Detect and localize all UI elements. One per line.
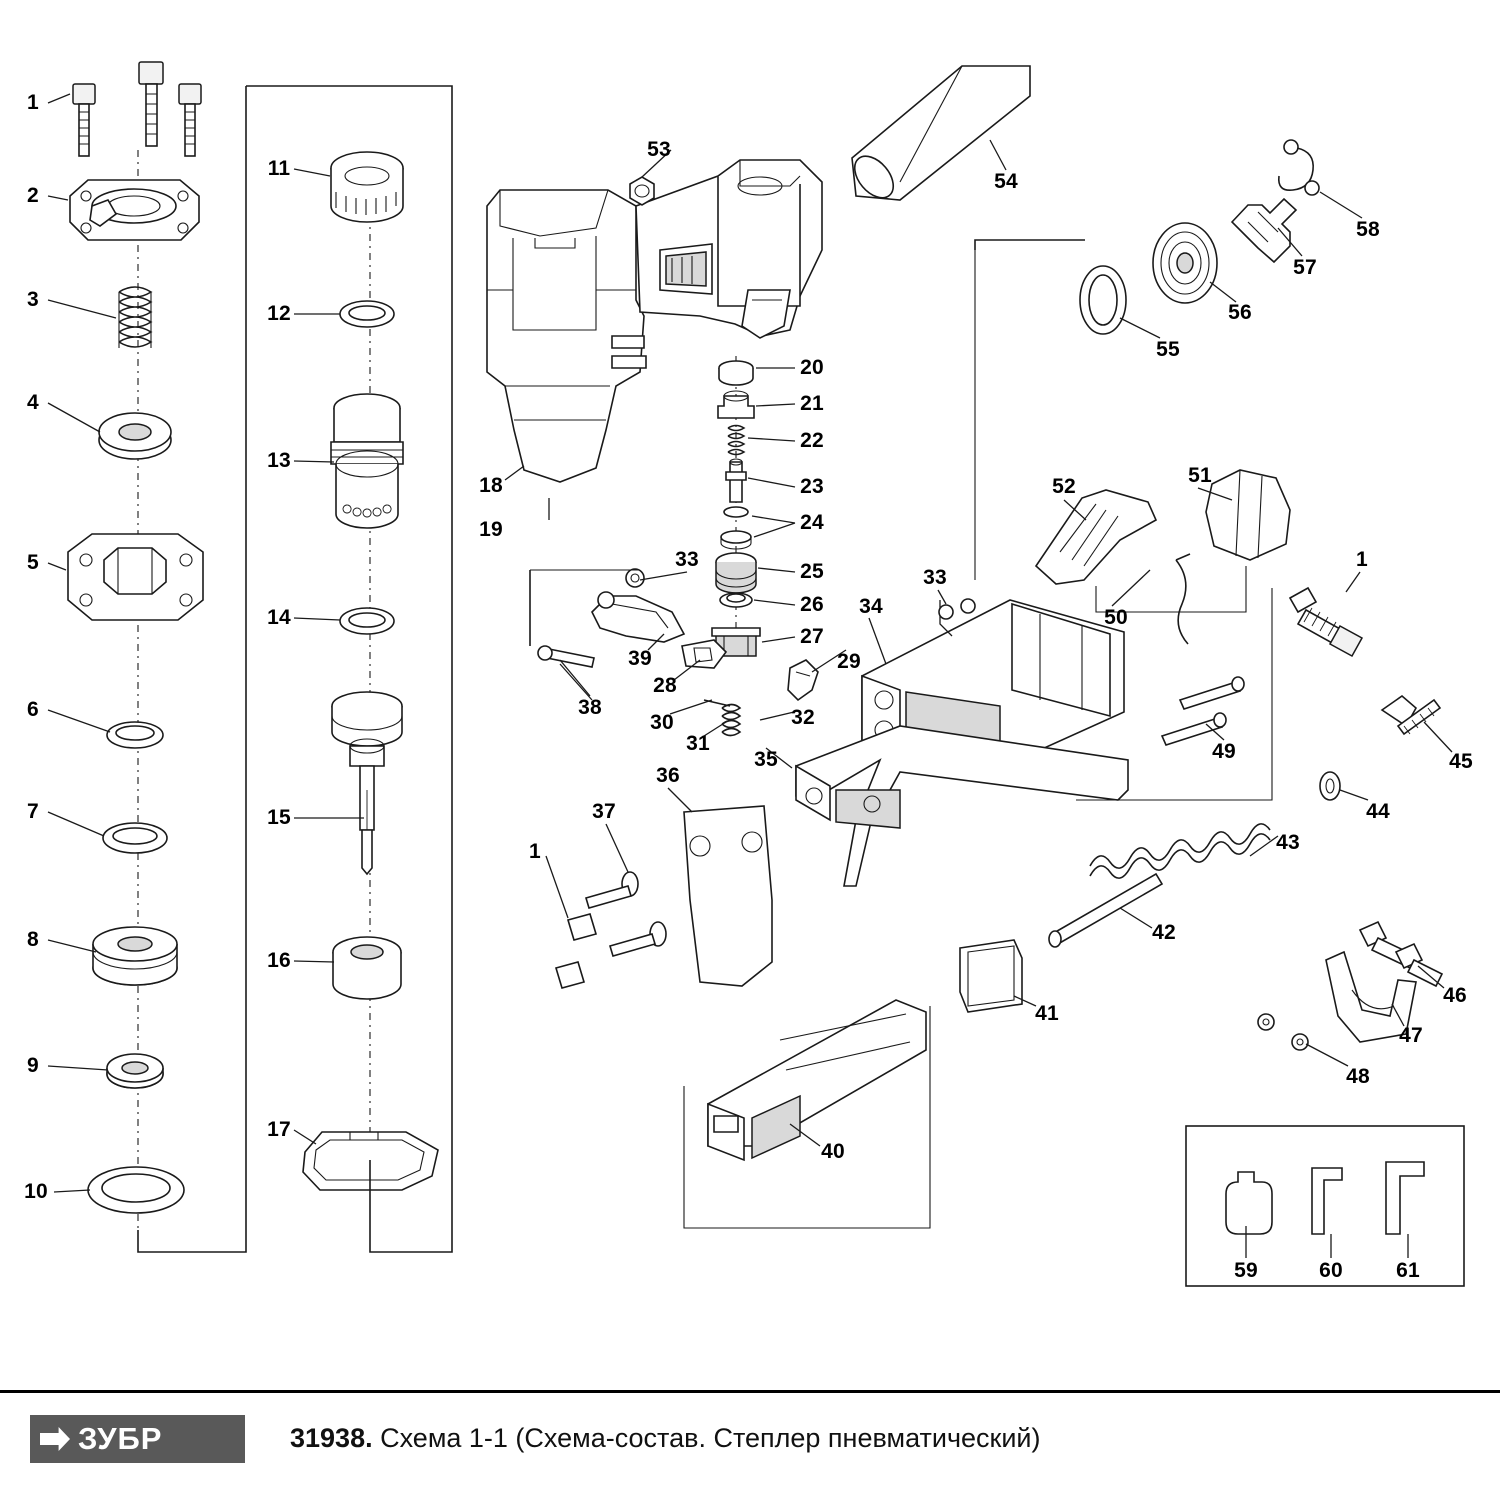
- part-oring-6: [107, 722, 163, 748]
- callout-14: 14: [267, 606, 291, 629]
- part-magazine-40: [708, 1000, 926, 1160]
- part-cap-56: [1153, 223, 1217, 303]
- callout-36: 36: [656, 764, 680, 787]
- part-oring-55: [1080, 266, 1126, 334]
- callout-50: 50: [1104, 606, 1128, 629]
- brand-logo: [30, 1415, 245, 1463]
- callout-33b: 33: [923, 566, 947, 589]
- part-bumper-8: [93, 927, 177, 985]
- part-cap-plate: [70, 180, 199, 240]
- part-screw-45: [1382, 696, 1440, 734]
- part-spring-3: [119, 287, 151, 348]
- part-pin-38: [538, 646, 594, 667]
- callout-3: 3: [27, 288, 39, 311]
- part-washer-9: [107, 1054, 163, 1088]
- part-oring-14: [340, 608, 394, 634]
- part-cover-51: [1206, 470, 1290, 560]
- callout-4: 4: [27, 391, 39, 414]
- part-oring-12: [340, 301, 394, 327]
- part-nuts-48: [1258, 1014, 1308, 1050]
- callout-19: 19: [479, 518, 503, 541]
- part-33a: [626, 569, 644, 587]
- part-cylinder-13: [331, 394, 403, 528]
- part-clip-58: [1279, 140, 1319, 195]
- part-oring-10: [88, 1167, 184, 1213]
- part-pins-49: [1162, 677, 1244, 745]
- callout-61: 61: [1396, 1259, 1420, 1282]
- diagram-description: Схема 1-1 (Схема-состав. Степлер пневматический): [380, 1423, 1041, 1453]
- callout-33a: 33: [675, 548, 699, 571]
- part-screws-top: [73, 62, 201, 156]
- callout-16: 16: [267, 949, 291, 972]
- callout-10: 10: [24, 1180, 48, 1203]
- callout-24: 24: [800, 511, 824, 534]
- part-25: [716, 553, 756, 593]
- callout-31: 31: [686, 732, 710, 755]
- part-nut-53: [630, 177, 654, 205]
- part-30-31: [704, 700, 740, 736]
- part-ring-4: [99, 413, 171, 459]
- callout-11: 11: [267, 157, 291, 180]
- callout-54: 54: [994, 170, 1018, 193]
- callout-15: 15: [267, 806, 291, 829]
- part-screws-37: [556, 872, 666, 988]
- callout-48: 48: [1346, 1065, 1370, 1088]
- part-rod-42: [1049, 874, 1162, 947]
- footer-bar: [0, 1390, 1500, 1503]
- callout-1c: 1: [1356, 548, 1368, 571]
- callout-2: 2: [27, 184, 39, 207]
- part-pusher-41: [960, 940, 1022, 1012]
- callout-7: 7: [27, 800, 39, 823]
- part-23: [726, 459, 746, 502]
- part-wire-50: [1176, 554, 1190, 644]
- callout-30: 30: [650, 711, 674, 734]
- callout-53: 53: [647, 138, 671, 161]
- callout-51: 51: [1188, 464, 1212, 487]
- callout-56: 56: [1228, 301, 1252, 324]
- callout-57: 57: [1293, 256, 1317, 279]
- part-rail-35: [796, 726, 1128, 886]
- arrow-icon: [40, 1424, 70, 1454]
- part-22: [728, 426, 744, 455]
- part-cap-11: [331, 152, 403, 222]
- callout-32: 32: [791, 706, 815, 729]
- callout-41: 41: [1035, 1002, 1059, 1025]
- callout-43: 43: [1276, 831, 1300, 854]
- callout-47: 47: [1399, 1024, 1423, 1047]
- callout-40: 40: [821, 1140, 845, 1163]
- part-26: [720, 593, 752, 607]
- callout-46: 46: [1443, 984, 1467, 1007]
- callout-25: 25: [800, 560, 824, 583]
- callout-8: 8: [27, 928, 39, 951]
- callout-18: 18: [479, 474, 503, 497]
- callout-26: 26: [800, 593, 824, 616]
- callout-27: 27: [800, 625, 824, 648]
- part-washer-44: [1320, 772, 1340, 800]
- callout-6: 6: [27, 698, 39, 721]
- part-screw-1c: [1290, 588, 1362, 656]
- part-plate-36: [684, 806, 772, 986]
- callout-39: 39: [628, 647, 652, 670]
- callout-49: 49: [1212, 740, 1236, 763]
- callout-38: 38: [578, 696, 602, 719]
- callout-44: 44: [1366, 800, 1390, 823]
- callout-21: 21: [800, 392, 824, 415]
- part-20: [719, 361, 753, 385]
- part-bumper-16: [333, 937, 401, 999]
- part-trigger-39: [592, 592, 684, 642]
- callout-12: 12: [267, 302, 291, 325]
- part-handle-body: [636, 160, 822, 338]
- callout-42: 42: [1152, 921, 1176, 944]
- callout-55: 55: [1156, 338, 1180, 361]
- callout-13: 13: [267, 449, 291, 472]
- part-fitting-57: [1232, 199, 1296, 262]
- callout-17: 17: [267, 1118, 291, 1141]
- diagram-title: [290, 1423, 1041, 1454]
- callout-22: 22: [800, 429, 824, 452]
- part-piston-driver-15: [332, 692, 402, 874]
- part-29-32: [788, 660, 818, 700]
- callout-29: 29: [837, 650, 861, 673]
- callout-34: 34: [859, 595, 883, 618]
- callout-5: 5: [27, 551, 39, 574]
- callout-28: 28: [653, 674, 677, 697]
- callout-9: 9: [27, 1054, 39, 1077]
- part-oring-7: [103, 823, 167, 853]
- callout-45: 45: [1449, 750, 1473, 773]
- callout-37: 37: [592, 800, 616, 823]
- callout-20: 20: [800, 356, 824, 379]
- callout-23: 23: [800, 475, 824, 498]
- brand-name: ЗУБР: [78, 1421, 163, 1456]
- part-lever-52: [1036, 490, 1156, 584]
- part-spring-43: [1090, 824, 1270, 878]
- callout-59: 59: [1234, 1259, 1258, 1282]
- callout-1a: 1: [27, 91, 39, 114]
- part-housing-18: [487, 190, 646, 482]
- callout-1b: 1: [529, 840, 541, 863]
- callout-60: 60: [1319, 1259, 1343, 1282]
- callout-35: 35: [754, 748, 778, 771]
- callout-52: 52: [1052, 475, 1076, 498]
- part-plate-5: [68, 534, 203, 620]
- callout-58: 58: [1356, 218, 1380, 241]
- diagram-code: 31938.: [290, 1423, 373, 1453]
